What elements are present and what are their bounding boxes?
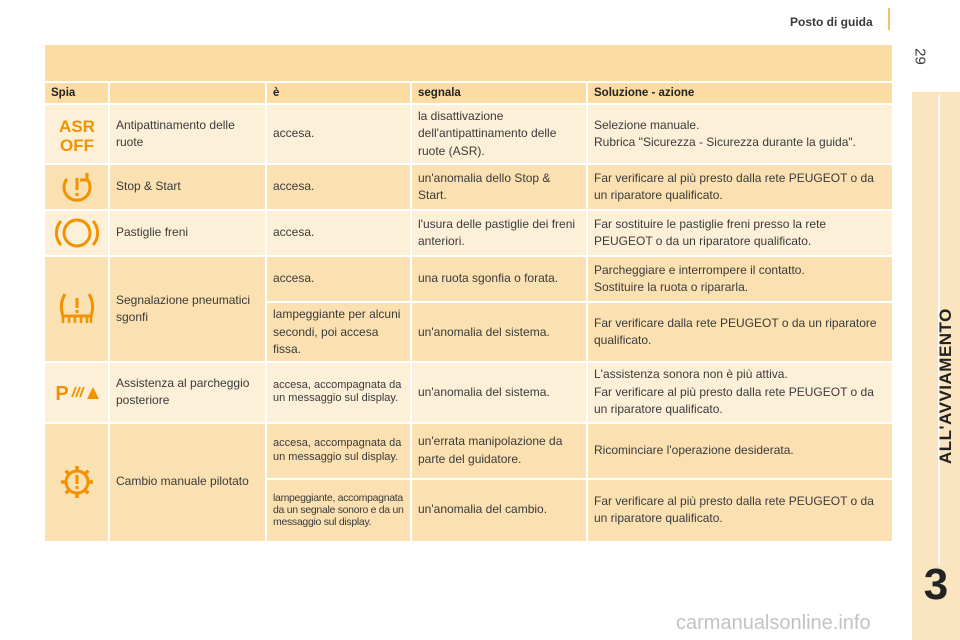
asr-name: Antipattinamento delle ruote — [109, 104, 266, 164]
header-solution: Soluzione - azione — [587, 82, 892, 104]
page-number: 29 — [911, 48, 929, 65]
gearbox-signal-2: un'anomalia del cambio. — [411, 479, 587, 541]
parking-solution: L'assistenza sonora non è più attiva. Far verificare al più presto dalla rete PEUGEOT o da un riparatore qualificato. — [587, 362, 892, 422]
parking-state: accesa, accompagnata da un messaggio sul display. — [266, 362, 411, 422]
chapter-number: 3 — [923, 560, 949, 609]
tyres-name: Segnalazione pneumatici sgonfi — [109, 256, 266, 362]
asr-solution: Selezione manuale. Rubrica "Sicurezza - Sicurezza durante la guida". — [587, 104, 892, 164]
tyres-state-1: accesa. — [266, 256, 411, 302]
table-top-band — [45, 45, 892, 81]
tyres-state-2: lampeggiante per alcuni secondi, poi accesa fissa. — [266, 302, 411, 362]
asr-state: accesa. — [266, 104, 411, 164]
gearbox-state-1: accesa, accompagnata da un messaggio sul display. — [266, 423, 411, 479]
tyre-pressure-icon — [45, 256, 109, 362]
gearbox-solution-2: Far verificare al più presto dalla rete PEUGEOT o da un riparatore qualificato. — [587, 479, 892, 541]
table-row — [45, 256, 892, 302]
tyres-solution-1: Parcheggiare e interrompere il contatto. Sostituire la ruota o ripararla. — [587, 256, 892, 302]
header-state: è — [266, 82, 411, 104]
header-spia: Spia — [45, 82, 109, 104]
chapter-title: ALL'AVVIAMENTO — [936, 308, 955, 464]
asr-icon-text-bottom: OFF — [59, 136, 94, 155]
tyres-signal-2: un'anomalia del sistema. — [411, 302, 587, 362]
header-empty — [109, 82, 266, 104]
brake-pads-solution: Far sostituire le pastiglie freni presso la rete PEUGEOT o da un riparatore qualificato. — [587, 210, 892, 256]
stop-start-solution: Far verificare al più presto dalla rete PEUGEOT o da un riparatore qualificato. — [587, 164, 892, 210]
gearbox-solution-1: Ricominciare l'operazione desiderata. — [587, 423, 892, 479]
asr-icon-text-top: ASR — [58, 117, 95, 137]
brake-pads-name: Pastiglie freni — [109, 210, 266, 256]
stop-start-state: accesa. — [266, 164, 411, 210]
table-row — [45, 423, 892, 479]
parking-name: Assistenza al parcheggio posteriore — [109, 362, 266, 422]
brake-pads-icon — [45, 210, 109, 256]
parking-signal: un'anomalia del sistema. — [411, 362, 587, 422]
watermark: carmanualsonline.info — [676, 612, 871, 634]
stop-start-name: Stop & Start — [109, 164, 266, 210]
header-rule — [888, 8, 890, 30]
gearbox-state-2: lampeggiante, accompagnata da un segnale sonoro e da un messaggio sul display. — [266, 479, 411, 541]
stop-start-signal: un'anomalia dello Stop & Start. — [411, 164, 587, 210]
tyres-solution-2: Far verificare dalla rete PEUGEOT o da un riparatore qualificato. — [587, 302, 892, 362]
page-header-title: Posto di guida — [790, 15, 873, 29]
brake-pads-state: accesa. — [266, 210, 411, 256]
stop-start-warning-icon — [45, 164, 109, 210]
parking-assist-icon — [45, 362, 109, 422]
asr-signal: la disattivazione dell'antipattinamento delle ruote (ASR). — [411, 104, 587, 164]
table-header-row — [45, 82, 892, 104]
table-row — [45, 362, 892, 422]
asr-off-icon — [45, 104, 109, 164]
parking-icon-text: P — [54, 383, 69, 406]
warning-lights-table — [45, 45, 892, 541]
tyres-signal-1: una ruota sgonfia o forata. — [411, 256, 587, 302]
gearbox-name: Cambio manuale pilotato — [109, 423, 266, 541]
table-row — [45, 104, 892, 164]
warning-table — [45, 81, 892, 541]
gearbox-signal-1: un'errata manipolazione da parte del guidatore. — [411, 423, 587, 479]
brake-pads-signal: l'usura delle pastiglie dei freni anteriori. — [411, 210, 587, 256]
header-signal: segnala — [411, 82, 587, 104]
table-row — [45, 210, 892, 256]
gearbox-fault-icon — [45, 423, 109, 541]
table-row — [45, 164, 892, 210]
